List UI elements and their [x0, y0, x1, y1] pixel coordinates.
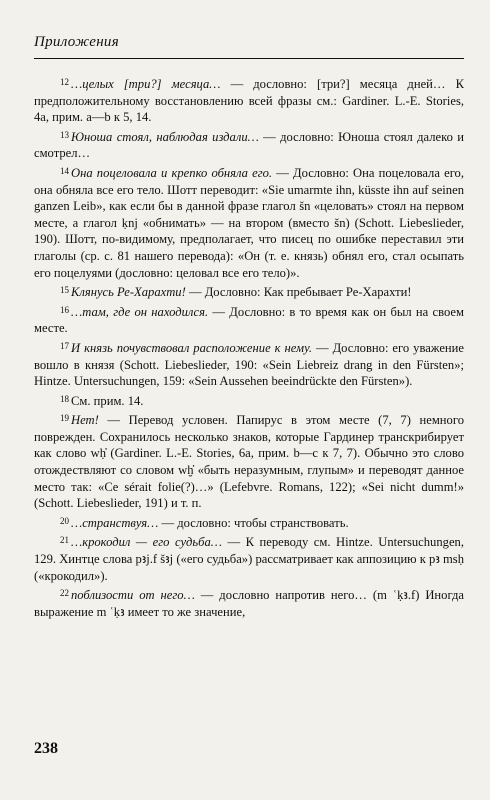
- note-13: $^{13}$ Юноша стоял, наблюдая издали… — дословно: Юноша стоял далеко и смотрел…: [34, 129, 464, 161]
- note-17: $^{17}$ И князь почувствовал расположение к нему. — Дословно: его уважение вошло в князя (Schott. Liebeslieder, 190: «Sein Liebreiz drang in den Fürsten»; Hintze. Untersuchungen, 159: «Sein Aussehen beeindrückte den Fürsten»).: [34, 340, 465, 389]
- note-22: $^{22}$ поблизости от него… — дословно напротив него… (m ʿḳꜣ.f) Иногда выражение m ʿḳꜣ имеет то же значение,: [34, 588, 465, 619]
- note-19: $^{19}$ Нет! — Перевод условен. Папирус в этом месте (7, 7) немного поврежден. Сохранилось несколько знаков, которые Гардинер транскрибирует как слово wḥ̓ (Gardiner. L.-E. Stories, 6a, прим. b—c к 7, 7). Обычно это слово отождествляют со словом wḫ̓ «быть неразумным, глупым» и переводят данное место так: «Ce sérait folie(?)…» (Lefebvre. Romans, 122); «Sei nicht dumm!» (Schott. Liebeslieder, 191) и т. п.: [34, 413, 464, 511]
- running-header: Приложения: [34, 34, 120, 50]
- note-14: $^{14}$ Она поцеловала и крепко обняла его. — Дословно: Она поцеловала его, она обняла все его тело. Шотт переводит: «Sie umarmte ihn, küsste ihn auf seinen ganzen Leib», как если бы в данной фразе глагол šn «целовать» стоял на первом месте, а глагол ḳnj «обнимать» — на втором (вместо šn) (Schott. Liebeslieder, 190). Шотт, по-видимому, предполагает, что писец по ошибке переставил эти глаголы (ср. с. 81 нашего перевода): «Он (т. е. князь) обнял его, стал осыпать его поцелуями (дословно: целовал все его тело)».: [34, 165, 464, 280]
- page-number: 238: [34, 740, 58, 757]
- note-20: $^{20}$ …странствуя… — дословно: чтобы странствовать.: [60, 515, 349, 530]
- note-18: $^{18}$ См. прим. 14.: [60, 393, 144, 408]
- header-rule: [34, 58, 464, 59]
- notes-list: [34, 74, 464, 621]
- note-15: $^{15}$ Клянусь Ре-Харахти! — Дословно: Как пребывает Ре-Харахти!: [60, 285, 412, 300]
- note-16: $^{16}$ …там, где он находился. — Дословно: в то время как он был на своем месте.: [34, 304, 464, 336]
- note-21: $^{21}$ …крокодил — его судьба… — К переводу см. Hintze. Untersuchungen, 129. Хинтце слова pꜣj.f šꜣj («его судьба») рассматривает как аппозицию к pꜣ msḥ («крокодил»).: [34, 535, 464, 583]
- note-12: $^{12}$ …целых [три?] месяца… — дословно: [три?] месяца дней… К предположительному восстановлению всей фразы см.: Gardiner. L.-E. Stories, 4a, прим. a—b к 5, 14.: [34, 77, 464, 125]
